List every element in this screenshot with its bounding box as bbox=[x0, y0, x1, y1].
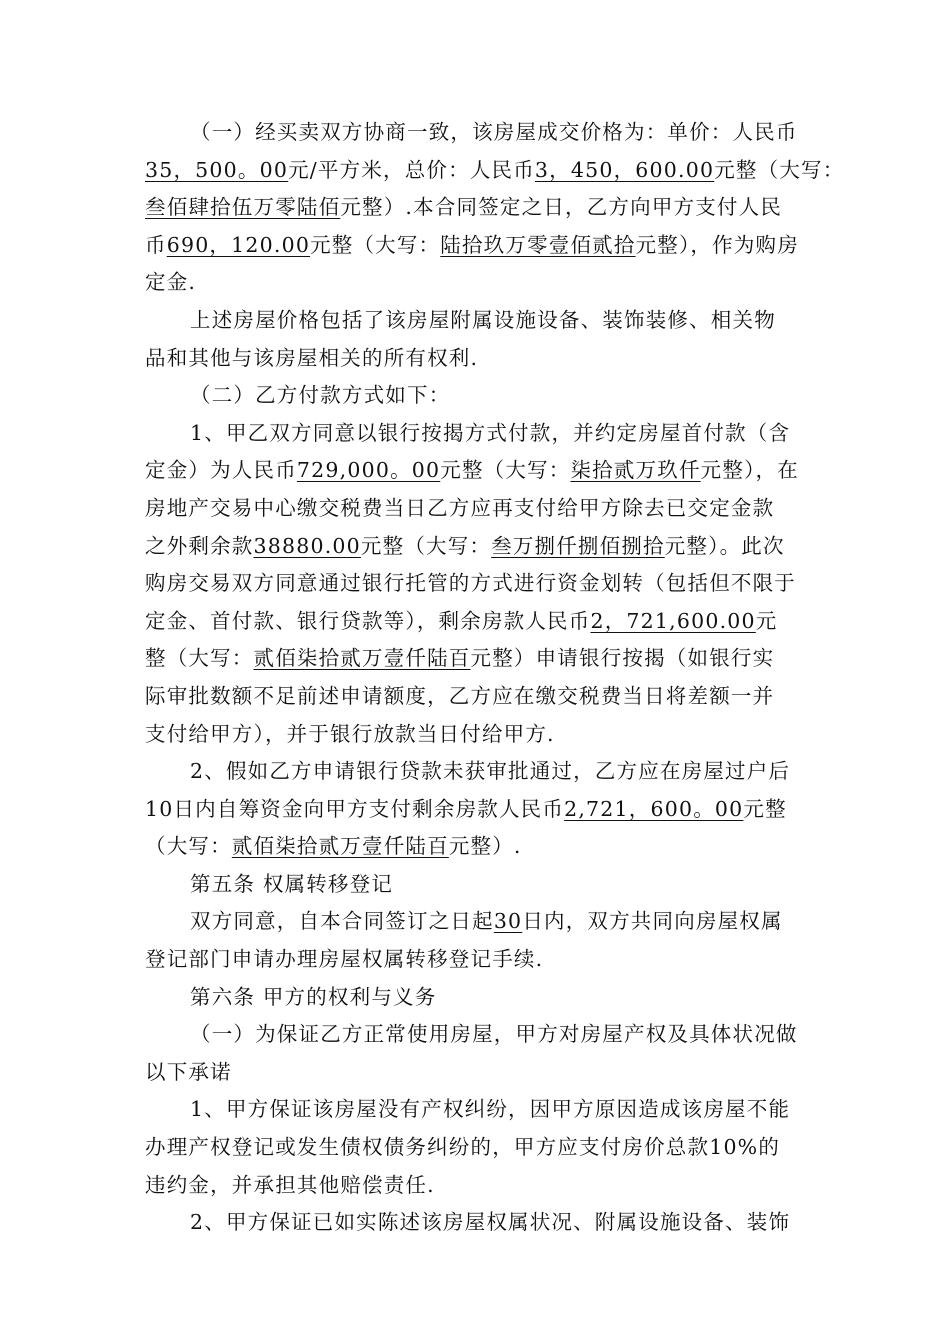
text-line bbox=[145, 302, 807, 340]
text-segment: 元整），作为购房 bbox=[635, 232, 799, 257]
text-line bbox=[145, 1016, 807, 1054]
underlined-value: 729,000。00 bbox=[296, 458, 441, 483]
text-line bbox=[145, 490, 807, 528]
underlined-value: 柒拾贰万玖仟 bbox=[570, 458, 701, 483]
text-line bbox=[145, 979, 807, 1017]
underlined-value: 2,721，600。00 bbox=[564, 796, 744, 821]
text-segment: 品和其他与该房屋相关的所有权利. bbox=[145, 345, 479, 370]
text-segment: （一）为保证乙方正常使用房屋，甲方对房屋产权及具体状况做 bbox=[190, 1022, 798, 1047]
text-segment: 定金、首付款、银行贷款等），剩余房款人民币 bbox=[145, 608, 591, 633]
underlined-value: 2，721,600.00 bbox=[590, 608, 756, 633]
text-line bbox=[145, 528, 807, 566]
text-segment: 元整）. bbox=[448, 834, 522, 859]
text-segment: 元/平方米，总价：人民币 bbox=[288, 157, 535, 182]
text-line bbox=[145, 716, 807, 754]
underlined-value: 690，120.00 bbox=[166, 232, 311, 257]
text-segment: 元整（大写： bbox=[310, 232, 441, 257]
text-segment: 元整）申请银行按揭（如银行实 bbox=[470, 646, 775, 671]
text-segment: （二）乙方付款方式如下： bbox=[190, 383, 451, 408]
text-segment: 上述房屋价格包括了该房屋附属设施设备、装饰装修、相关物 bbox=[190, 307, 776, 332]
text-line bbox=[145, 1129, 807, 1167]
text-line bbox=[145, 452, 807, 490]
underlined-value: 贰佰柒拾贰万壹仟陆百 bbox=[253, 646, 471, 671]
underlined-value: 贰佰柒拾贰万壹仟陆百 bbox=[231, 834, 449, 859]
text-segment: 元整（大写： bbox=[440, 458, 571, 483]
text-line bbox=[145, 227, 807, 265]
text-segment: 房地产交易中心缴交税费当日乙方应再支付给甲方除去已交定金款 bbox=[145, 495, 775, 520]
text-segment: 元整（大写： bbox=[714, 157, 845, 182]
text-line bbox=[145, 603, 807, 641]
text-segment: 整（大写： bbox=[145, 646, 254, 671]
text-segment: 元整）.本合同签定之日，乙方向甲方支付人民 bbox=[340, 195, 783, 220]
text-line bbox=[145, 1091, 807, 1129]
text-segment: 以下承诺 bbox=[145, 1059, 232, 1084]
text-segment: 购房交易双方同意通过银行托管的方式进行资金划转（包括但不限于 bbox=[145, 571, 796, 596]
text-line bbox=[145, 565, 807, 603]
text-segment: 元整）。此次 bbox=[664, 533, 785, 558]
text-segment: 定金. bbox=[145, 270, 197, 295]
text-segment: （一）经买卖双方协商一致，该房屋成交价格为：单价：人民币 bbox=[190, 120, 798, 144]
underlined-value: 叁佰肆拾伍万零陆佰 bbox=[145, 195, 341, 220]
text-segment: 违约金，并承担其他赔偿责任. bbox=[145, 1172, 435, 1197]
text-segment: 元整），在 bbox=[700, 458, 799, 483]
contract-document bbox=[145, 114, 845, 1242]
text-line bbox=[145, 114, 807, 152]
underlined-value: 陆拾玖万零壹佰贰拾 bbox=[440, 232, 636, 257]
text-segment: 支付给甲方），并于银行放款当日付给甲方. bbox=[145, 721, 555, 746]
text-segment: 第五条 权属转移登记 bbox=[190, 871, 394, 896]
text-segment: 2、假如乙方申请银行贷款未获审批通过，乙方应在房屋过户后 bbox=[190, 759, 791, 784]
underlined-value: 38880.00 bbox=[253, 533, 361, 558]
text-line bbox=[145, 415, 807, 453]
text-line bbox=[145, 640, 807, 678]
text-segment: 币 bbox=[145, 232, 167, 257]
text-line bbox=[145, 828, 807, 866]
text-segment: 第六条 甲方的权利与义务 bbox=[190, 984, 437, 1009]
text-line bbox=[145, 377, 807, 415]
underlined-value: 叁万捌仟捌佰捌拾 bbox=[491, 533, 665, 558]
text-segment: 元 bbox=[755, 608, 778, 633]
underlined-value: 35，500。00 bbox=[145, 157, 289, 182]
text-segment: 日内，双方共同向房屋权属 bbox=[522, 909, 783, 934]
text-segment: 元整 bbox=[743, 796, 787, 821]
text-line bbox=[145, 791, 807, 829]
text-segment: 际审批数额不足前述申请额度，乙方应在缴交税费当日将差额一并 bbox=[145, 683, 775, 708]
text-line bbox=[145, 340, 807, 378]
text-segment: 双方同意，自本合同签订之日起 bbox=[190, 909, 494, 934]
text-line bbox=[145, 152, 845, 190]
text-line bbox=[145, 1204, 807, 1242]
text-segment: 登记部门申请办理房屋权属转移登记手续. bbox=[145, 947, 544, 972]
text-segment: 1、甲乙双方同意以银行按揭方式付款，并约定房屋首付款（含 bbox=[190, 420, 791, 445]
text-line bbox=[145, 264, 807, 302]
text-segment: 10日内自筹资金向甲方支付剩余房款人民币 bbox=[145, 796, 565, 821]
text-line bbox=[145, 866, 807, 904]
underlined-value: 3，450，600.00 bbox=[534, 157, 715, 182]
text-segment: 办理产权登记或发生债权债务纠纷的，甲方应支付房价总款10%的 bbox=[145, 1135, 781, 1160]
text-line bbox=[145, 1167, 807, 1205]
underlined-value: 30 bbox=[493, 909, 523, 934]
text-segment: 1、甲方保证该房屋没有产权纠纷，因甲方原因造成该房屋不能 bbox=[190, 1097, 791, 1122]
text-segment: 定金）为人民币 bbox=[145, 458, 297, 483]
text-line bbox=[145, 678, 807, 716]
text-line bbox=[145, 189, 807, 227]
text-line bbox=[145, 753, 807, 791]
text-segment: 元整（大写： bbox=[360, 533, 492, 558]
text-line bbox=[145, 1054, 807, 1092]
text-segment: 之外剩余款 bbox=[145, 533, 254, 558]
text-segment: （大写： bbox=[145, 834, 232, 859]
text-line bbox=[145, 903, 807, 941]
text-segment: 2、甲方保证已如实陈述该房屋权属状况、附属设施设备、装饰 bbox=[190, 1210, 791, 1235]
text-line bbox=[145, 941, 807, 979]
